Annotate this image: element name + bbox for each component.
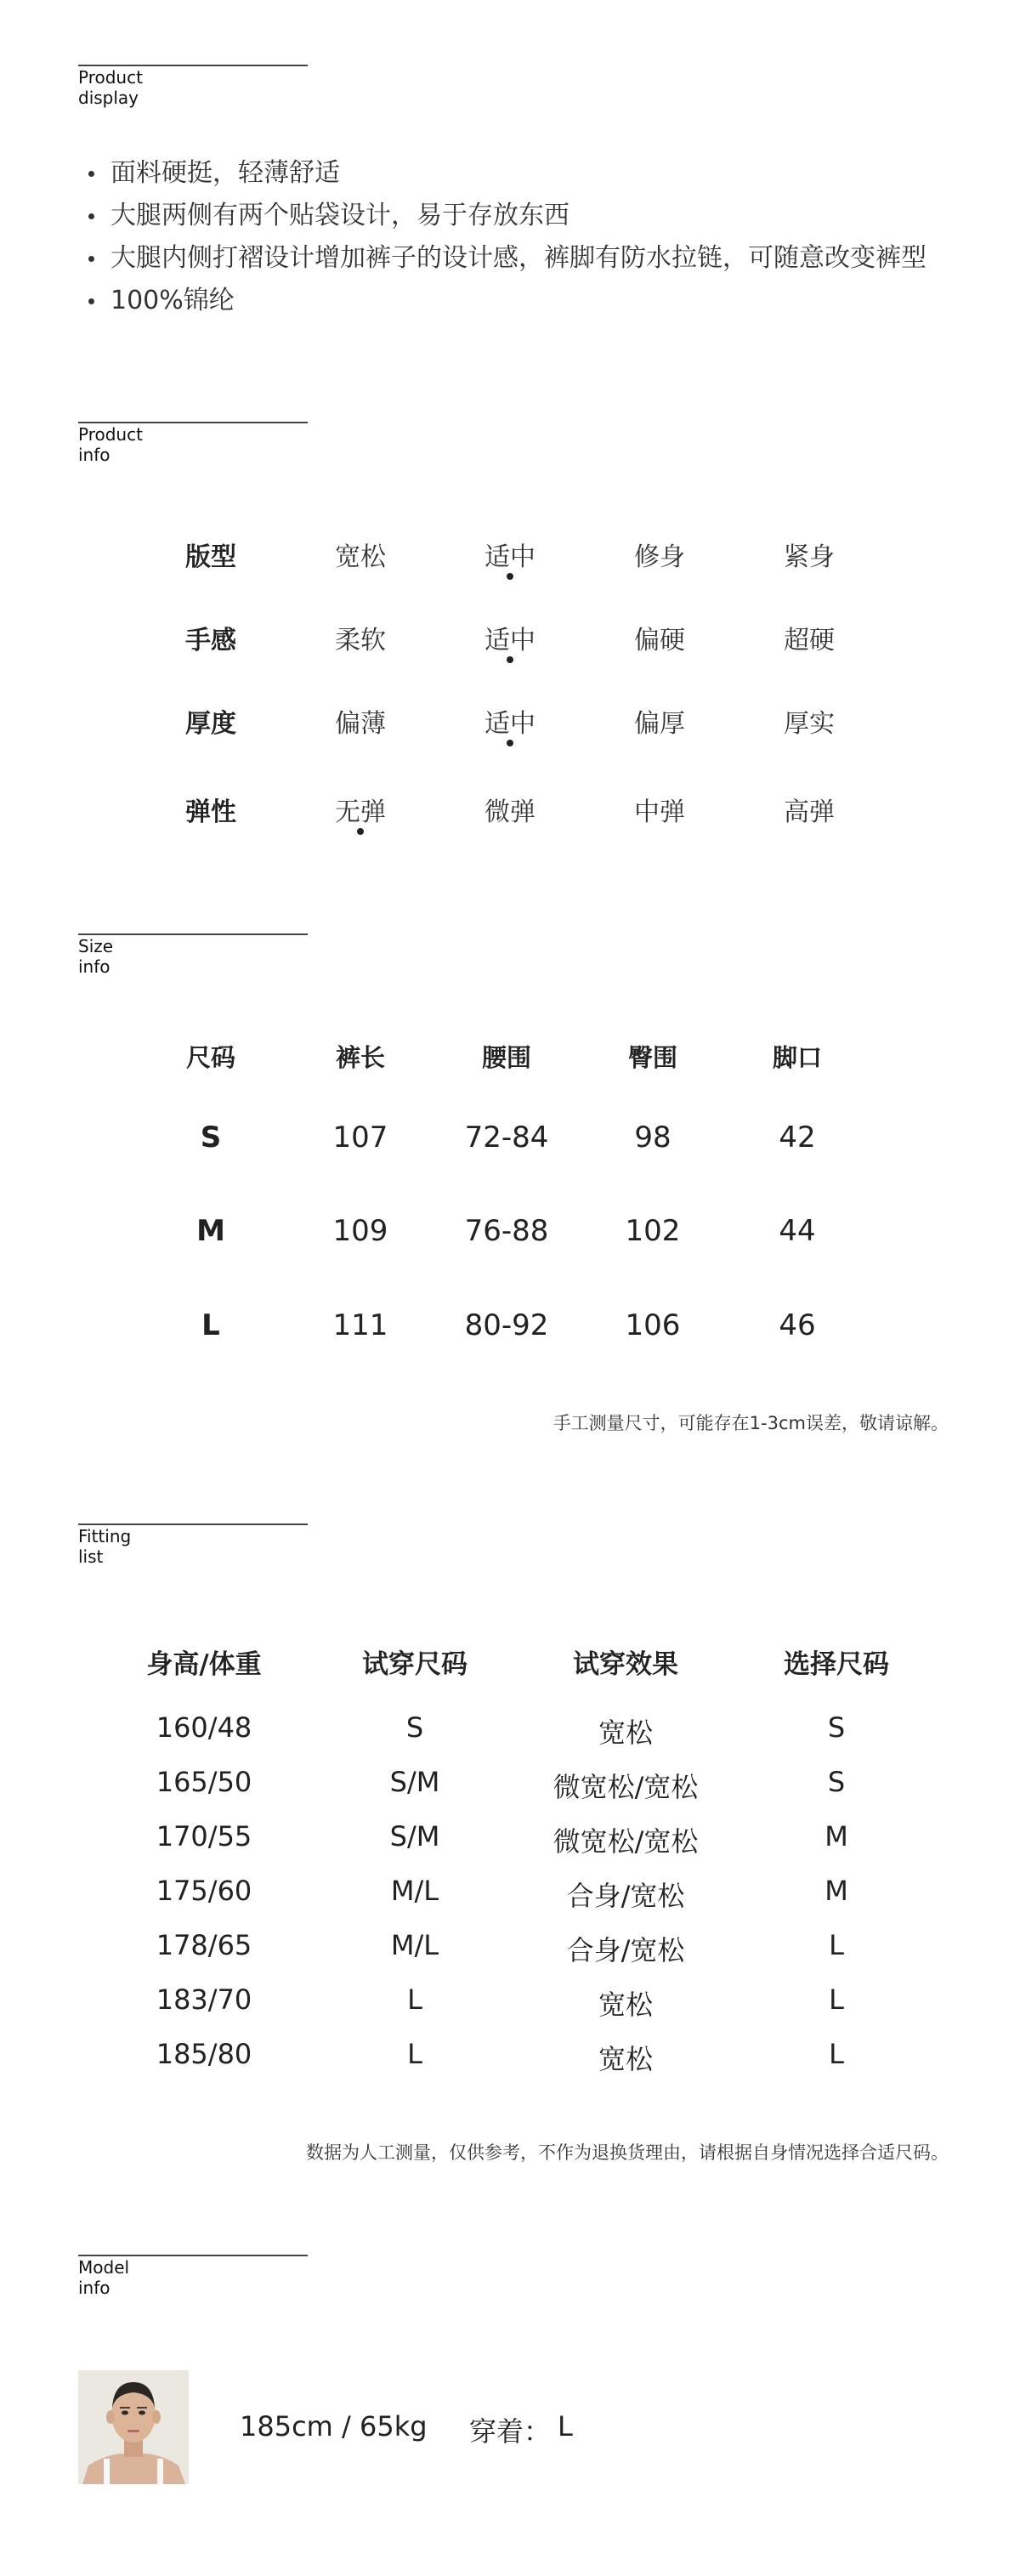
size-cell: 107 [332, 1121, 388, 1155]
fitting-cell: M [824, 1875, 848, 1907]
attribute-label: 版型 [185, 542, 236, 572]
fitting-table-header: 身高/体重 [146, 1649, 262, 1680]
section-title-line2: info [78, 445, 110, 465]
attribute-option: 偏硬 [634, 626, 685, 655]
section-title-line2: info [78, 2278, 110, 2298]
fitting-cell: S [827, 1711, 846, 1744]
section-rule [78, 65, 308, 66]
size-cell: 80-92 [464, 1308, 549, 1342]
selected-indicator-dot [507, 573, 513, 580]
fitting-cell: 185/80 [156, 2038, 252, 2070]
attribute-label: 厚度 [185, 709, 236, 739]
feature-item: 大腿内侧打褶设计增加裤子的设计感，裤脚有防水拉链，可随意改变裤型 [85, 245, 926, 272]
size-table-header: 裤长 [335, 1043, 385, 1072]
fitting-table-header: 试穿效果 [573, 1649, 678, 1680]
size-cell: 111 [332, 1308, 388, 1342]
fitting-cell: 合身/宽松 [566, 1934, 685, 1966]
size-label: L [201, 1308, 220, 1342]
section-title-line2: display [78, 88, 139, 108]
size-table-header: 臀围 [627, 1043, 677, 1072]
size-table-header: 脚口 [772, 1043, 822, 1072]
model-portrait-icon [78, 2370, 189, 2484]
fitting-cell: M [824, 1820, 848, 1853]
attribute-option: 无弹 [335, 797, 386, 827]
attribute-option: 柔软 [335, 626, 386, 655]
attribute-label: 手感 [185, 626, 236, 655]
attribute-label: 弹性 [185, 797, 236, 827]
size-table-header: 腰围 [481, 1043, 531, 1072]
fitting-cell: S [405, 1711, 424, 1744]
attribute-option: 适中 [484, 626, 536, 655]
fitting-cell: 170/55 [156, 1820, 252, 1853]
attribute-option: 宽松 [335, 542, 386, 572]
section-title-line2: info [78, 956, 110, 977]
fitting-cell: 宽松 [598, 1716, 653, 1749]
fitting-cell: L [407, 1983, 422, 2016]
feature-item: 面料硬挺，轻薄舒适 [85, 160, 926, 187]
section-title-line1: Size [78, 936, 114, 956]
fitting-table-header: 选择尺码 [784, 1649, 889, 1680]
section-header-model-info [78, 2255, 308, 2297]
fitting-cell: 微宽松/宽松 [552, 1825, 699, 1858]
fitting-cell: L [829, 1983, 844, 2016]
size-table-header: 尺码 [185, 1043, 235, 1072]
attribute-option: 偏厚 [634, 709, 685, 739]
feature-item: 100%锦纶 [85, 287, 926, 315]
size-cell: 42 [779, 1121, 816, 1155]
fitting-table-header: 试穿尺码 [362, 1649, 468, 1680]
fitting-cell: S/M [389, 1820, 440, 1853]
attribute-option: 修身 [634, 542, 685, 572]
fitting-cell: S/M [389, 1766, 440, 1798]
model-wearing-size: L [558, 2410, 573, 2443]
attribute-option: 紧身 [784, 542, 835, 572]
feature-list [85, 160, 926, 330]
fitting-cell: 宽松 [598, 2043, 653, 2075]
section-title-line1: Product [78, 424, 143, 445]
selected-indicator-dot [357, 828, 364, 835]
attribute-option: 微弹 [484, 797, 536, 827]
section-title-line1: Product [78, 67, 143, 88]
selected-indicator-dot [507, 740, 513, 746]
size-cell: 109 [332, 1214, 388, 1248]
section-rule [78, 933, 308, 935]
section-header-fitting-list [78, 1523, 308, 1566]
model-wearing-label: 穿着： [469, 2415, 552, 2448]
size-cell: 98 [634, 1121, 672, 1155]
size-cell: 46 [779, 1308, 816, 1342]
fitting-cell: M/L [390, 1929, 439, 1961]
fitting-cell: L [829, 1929, 844, 1961]
fitting-note: 数据为人工测量，仅供参考，不作为退换货理由，请根据自身情况选择合适尺码。 [306, 2142, 949, 2163]
fitting-cell: 165/50 [156, 1766, 252, 1798]
attribute-option: 适中 [484, 542, 536, 572]
section-rule [78, 422, 308, 423]
size-note: 手工测量尺寸，可能存在1-3cm误差，敬请谅解。 [552, 1413, 949, 1433]
attribute-option: 偏薄 [335, 709, 386, 739]
attribute-option: 超硬 [784, 626, 835, 655]
attribute-option: 中弹 [634, 797, 685, 827]
fitting-cell: S [827, 1766, 846, 1798]
section-header-product-display [78, 65, 308, 107]
attribute-option: 高弹 [784, 797, 835, 827]
size-cell: 102 [625, 1214, 681, 1248]
fitting-cell: 183/70 [156, 1983, 252, 2016]
size-label: M [196, 1214, 225, 1248]
size-cell: 72-84 [464, 1121, 549, 1155]
section-header-product-info [78, 422, 308, 464]
section-header-size-info [78, 933, 308, 976]
model-stats: 185cm / 65kg [240, 2410, 428, 2443]
fitting-cell: 160/48 [156, 1711, 252, 1744]
section-rule [78, 1523, 308, 1525]
attribute-option: 适中 [484, 709, 536, 739]
section-title-line1: Model [78, 2257, 130, 2278]
fitting-cell: L [407, 2038, 422, 2070]
fitting-cell: 宽松 [598, 1989, 653, 2021]
size-cell: 44 [779, 1214, 816, 1248]
selected-indicator-dot [507, 656, 513, 663]
feature-item: 大腿两侧有两个贴袋设计，易于存放东西 [85, 202, 926, 230]
fitting-cell: 178/65 [156, 1929, 252, 1961]
model-photo [78, 2370, 189, 2484]
fitting-cell: 微宽松/宽松 [552, 1771, 699, 1803]
size-cell: 76-88 [464, 1214, 549, 1248]
section-title-line1: Fitting [78, 1526, 132, 1546]
fitting-cell: 175/60 [156, 1875, 252, 1907]
fitting-cell: M/L [390, 1875, 439, 1907]
section-rule [78, 2255, 308, 2256]
size-cell: 106 [625, 1308, 681, 1342]
size-label: S [200, 1121, 222, 1155]
attribute-option: 厚实 [784, 709, 835, 739]
fitting-cell: L [829, 2038, 844, 2070]
fitting-cell: 合身/宽松 [566, 1880, 685, 1912]
section-title-line2: list [78, 1546, 104, 1567]
